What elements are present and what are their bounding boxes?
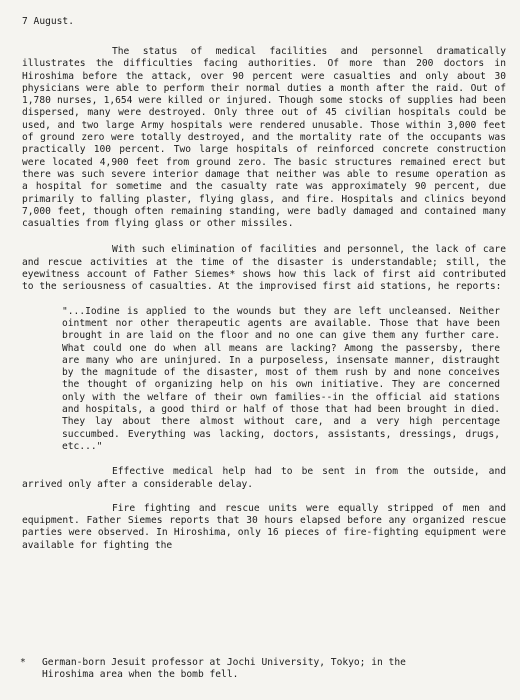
footnote-line-1: German-born Jesuit professor at Jochi University, Tokyo; in the: [42, 657, 406, 668]
footnote-line-2: Hiroshima area when the bomb fell.: [42, 669, 239, 681]
date-heading: 7 August.: [22, 16, 74, 27]
block-quote-siemes: "...Iodine is applied to the wounds but they are left uncleansed. Neither ointment nor other therapeutic agents are available. Those that have been brought in are laid on the floor and no one can give them any further care. What could one do when all means are lacking? Among the passersby, there are many who are uninjured. In a purposeless, insensate manner, distraught by the magnitude of the disaster, most of them rush by and none conceives the thought of organizing help on his own initiative. They are concerned only with the welfare of their own families--in the official aid stations and hospitals, a good third or half of those that had been brought in died. They lay about there almost without care, and a very high percentage succumbed. Everything was lacking, doctors, assistants, dressings, drugs, etc...": [62, 305, 500, 452]
footnote: [20, 657, 506, 682]
paragraph-fire-fighting: Fire fighting and rescue units were equally stripped of men and equipment. Father Siemes reports that 30 hours elapsed before any organized rescue parties were observed. In Hiroshima, only 16 pieces of fire-fighting equipment were available for fighting the: [22, 502, 506, 551]
footnote-mark: *: [20, 657, 26, 668]
paragraph-lack-of-care: With such elimination of facilities and personnel, the lack of care and rescue activities at the time of the disaster is understandable; still, the eyewitness account of Father Siemes* shows how this lack of first aid contributed to the seriousness of casualties. At the improvised first aid stations, he reports:: [22, 244, 506, 293]
paragraph-medical-help: Effective medical help had to be sent in from the outside, and arrived only after a considerable delay.: [22, 466, 506, 490]
paragraph-medical-status: The status of medical facilities and personnel dramatically illustrates the difficulties facing authorities. Of more than 200 doctors in Hiroshima before the attack, over 90 percent were casualties and only about 30 physicians were able to perform their normal duties a month after the raid. Out of 1,780 nurses, 1,654 were killed or injured. Though some stocks of supplies had been dispersed, many were destroyed. Only three out of 45 civilian hospitals could be used, and two large Army hospitals were rendered unusable. Those within 3,000 feet of ground zero were totally destroyed, and the mortality rate of the occupants was practically 100 percent. Two large hospitals of reinforced concrete construction were located 4,900 feet from ground zero. The basic structures remained erect but there was such severe interior damage that neither was able to resume operation as a hospital for sometime and the casualty rate was approximately 90 percent, due primarily to falling plaster, flying glass, and fire. Hospitals and clinics beyond 7,000 feet, though often remaining standing, were badly damaged and contained many casualties from flying glass or other missiles.: [22, 46, 506, 230]
